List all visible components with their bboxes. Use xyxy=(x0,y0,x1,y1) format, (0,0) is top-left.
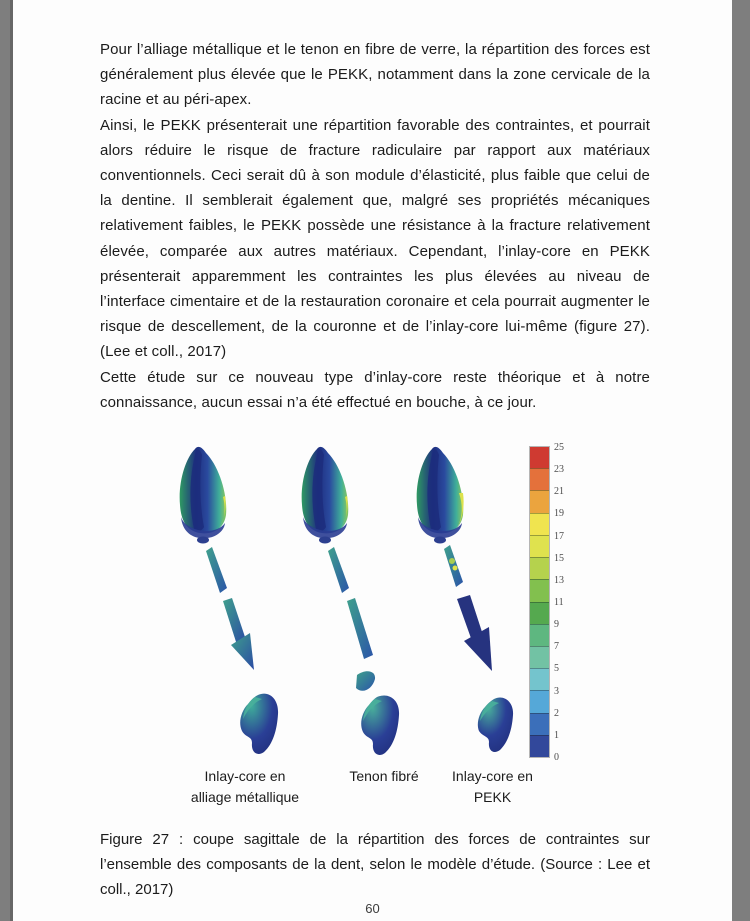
colorbar-tick-label: 5 xyxy=(554,663,559,675)
colorbar-segment xyxy=(530,447,549,468)
fea-model-pekk-inlay-core xyxy=(402,441,532,761)
colorbar-tick-label: 17 xyxy=(554,530,564,542)
colorbar-tick-label: 11 xyxy=(554,597,564,609)
colorbar-segment xyxy=(530,535,549,557)
colorbar-segment xyxy=(530,602,549,624)
colorbar-tick-label: 1 xyxy=(554,729,559,741)
colorbar-tick-label: 15 xyxy=(554,552,564,564)
colorbar-segment xyxy=(530,490,549,512)
colorbar-tick-label: 0 xyxy=(554,752,559,764)
colorbar-segment xyxy=(530,690,549,712)
colorbar-segment xyxy=(530,713,549,735)
label-line: PEKK xyxy=(473,789,512,806)
colorbar-segment xyxy=(530,646,549,668)
fea-model-fiber-post xyxy=(287,441,417,761)
colorbar-tick-label: 3 xyxy=(554,685,559,697)
colorbar-tick-label: 2 xyxy=(554,707,559,719)
colorbar-tick-label: 9 xyxy=(554,619,559,631)
fea-model-metal-inlay-core xyxy=(165,441,295,761)
page-number: 60 xyxy=(365,901,380,916)
page-content xyxy=(13,0,732,903)
colorbar-segment xyxy=(530,735,549,757)
body-paragraph: Cette étude sur ce nouveau type d’inlay-core reste théorique et à notre connaissance, aucun essai n’a été effectué en bouche, à ce jour. xyxy=(100,368,650,411)
stress-colorbar-ticks xyxy=(554,442,578,764)
colorbar-segment xyxy=(530,513,549,535)
figure-27 xyxy=(100,441,650,813)
label-line: Inlay-core en xyxy=(204,768,286,785)
figure-column-label-pekk xyxy=(420,766,565,808)
colorbar-segment xyxy=(530,468,549,490)
colorbar-tick-label: 13 xyxy=(554,574,564,586)
figure-column-label-metal xyxy=(165,766,325,808)
colorbar-segment xyxy=(530,557,549,579)
body-paragraph: Pour l’alliage métallique et le tenon en fibre de verre, la répartition des forces est généralement plus élevée que le PEKK, notamment dans la zone cervicale de la racine et au péri-apex. xyxy=(100,41,650,109)
colorbar-tick-label: 21 xyxy=(554,486,564,498)
colorbar-tick-label: 19 xyxy=(554,508,564,520)
body-paragraph: Ainsi, le PEKK présenterait une répartition favorable des contraintes, et pourrait alors réduire le risque de fracture radiculaire par rapport aux matériaux conventionnels. Ceci serait dû à son module d’élasticité, plus faible que celui de la dentine. Il semblerait également que, malgré ses propriétés mécaniques relativement faibles, le PEKK possède une résistance à la fracture relativement élevée, comparée aux autres matériaux. Cependant, l’inlay-core en PEKK présenterait apparemment les contraintes les plus élevées au niveau de l’interface cimentaire et de la restauration coronaire et cela pourrait augmenter le risque de descellement, de la couronne et de l’inlay-core lui-même (figure 27). (Lee et coll., 2017) xyxy=(100,116,650,361)
colorbar-tick-label: 23 xyxy=(554,464,564,476)
figure-caption: Figure 27 : coupe sagittale de la répartition des forces de contraintes sur l’ensemble des composants de la dent, selon le modèle d’étude. (Source : Lee et coll., 2017) xyxy=(100,831,650,899)
colorbar-segment xyxy=(530,668,549,690)
document-page xyxy=(10,0,732,921)
colorbar-tick-label: 7 xyxy=(554,641,559,653)
stress-colorbar xyxy=(530,447,549,757)
colorbar-segment xyxy=(530,579,549,601)
label-line: alliage métallique xyxy=(190,789,300,806)
colorbar-segment xyxy=(530,624,549,646)
label-line: Tenon fibré xyxy=(349,768,419,785)
label-line: Inlay-core en xyxy=(452,768,533,785)
colorbar-tick-label: 25 xyxy=(554,442,564,454)
